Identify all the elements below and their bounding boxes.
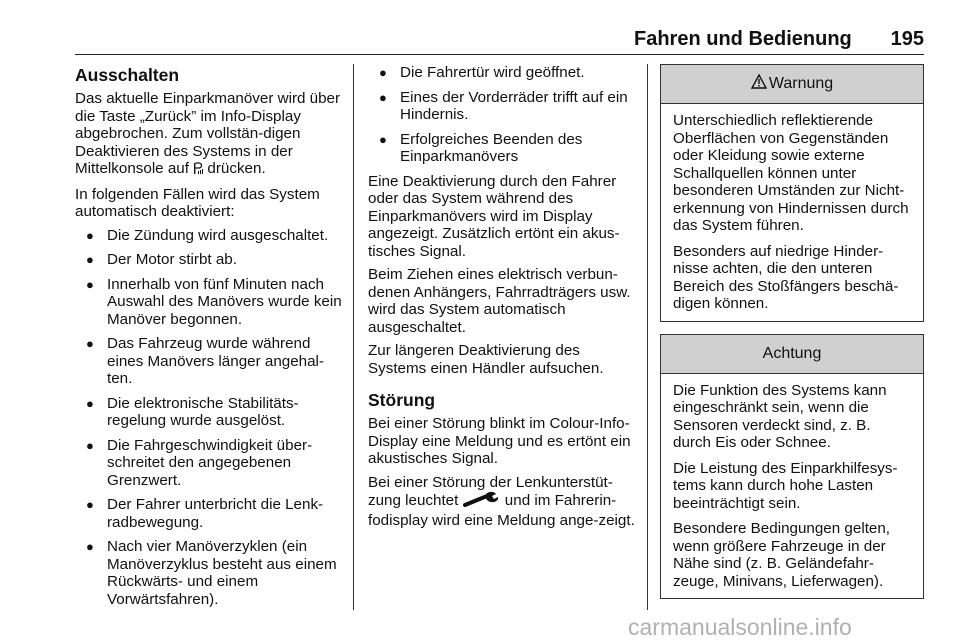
caution-box-title: Achtung [762, 344, 822, 362]
list-item: ● Nach vier Manöverzyklen (ein Manöverzyklus besteht aus einem Rückwärts- und einem Vorwärtsfahren). [75, 538, 343, 608]
park-assist-button-icon [193, 162, 203, 180]
caution-box-header [661, 335, 923, 374]
paragraph: Zur längeren Deaktivierung des Systems einen Händler aufsuchen. [368, 342, 604, 377]
column-1 [75, 64, 343, 615]
paragraph: Besondere Bedingungen gelten, wenn größere Fahrzeuge in der Nähe sind (z. B. Geländefahr-zeuge, Minivans, Lieferwagen). [673, 520, 891, 590]
heading-ausschalten: Ausschalten [75, 65, 180, 85]
bullet-list [75, 227, 343, 609]
paragraph: Bei einer Störung blinkt im Colour-Info-Display eine Meldung und es ertönt ein akustisches Signal. [368, 415, 631, 467]
column-2 [368, 64, 636, 535]
paragraph: Beim Ziehen eines elektrisch verbun-denen Anhängers, Fahrradträgers usw. wird das System automatisch ausgeschaltet. [368, 266, 631, 336]
list-item: ● Die elektronische Stabilitäts-regelung wurde ausgelöst. [75, 395, 343, 430]
paragraph: Besonders auf niedrige Hinder-nisse achten, die den unteren Bereich des Stoßfängers beschä-digen können. [673, 242, 899, 312]
paragraph-text-end: und im Fahrerin-fodisplay wird eine Meldung ange-zeigt. [368, 492, 635, 529]
warning-box-header [661, 65, 923, 104]
list-item: ● Erfolgreiches Beenden des Einparkmanövers [368, 131, 636, 166]
list-item: ● Die Fahrgeschwindigkeit über-schreitet den angegebenen Grenzwert. [75, 437, 343, 490]
header-rule [75, 54, 924, 55]
paragraph: Eine Deaktivierung durch den Fahrer oder das System während des Einparkmanövers wird im Display angezeigt. Zusätzlich ertönt ein akus-tisches Signal. [368, 172, 620, 260]
warning-box-body [661, 104, 923, 313]
list-item: ● Innerhalb von fünf Minuten nach Auswahl des Manövers wurde kein Manöver begonnen. [75, 276, 343, 329]
heading-stoerung: Störung [368, 390, 436, 410]
paragraph-text: Das aktuelle Einparkmanöver wird über die Taste „Zurück” im Info-Display abgebrochen. Zum vollstän-digen Deaktivieren des Systems in der Mittelkonsole auf [75, 90, 341, 177]
page-number: 195 [890, 28, 924, 50]
paragraph: In folgenden Fällen wird das System automatisch deaktiviert: [75, 185, 320, 220]
header-title: Fahren und Bedienung [634, 28, 852, 50]
list-item: ● Die Zündung wird ausgeschaltet. [75, 227, 343, 245]
list-item: ● Der Fahrer unterbricht die Lenk-radbewegung. [75, 496, 343, 531]
caution-box [660, 334, 924, 600]
paragraph-text-end: drücken. [203, 160, 266, 177]
column-divider-1 [353, 64, 354, 610]
list-item: ● Eines der Vorderräder trifft auf ein Hindernis. [368, 89, 636, 124]
caution-box-body [661, 374, 923, 591]
watermark: carmanualsonline.info [628, 614, 852, 640]
list-item: ● Das Fahrzeug wurde während eines Manövers länger angehal-ten. [75, 335, 343, 388]
paragraph-text: Bei einer Störung der Lenkunterstüt-zung leuchtet [368, 473, 613, 509]
warning-box [660, 64, 924, 322]
paragraph [75, 90, 343, 180]
column-divider-2 [647, 64, 648, 610]
list-item: ● Die Fahrertür wird geöffnet. [368, 64, 636, 82]
warning-triangle-icon [751, 74, 767, 94]
bullet-list [368, 64, 636, 166]
wrench-icon [463, 491, 501, 512]
paragraph [368, 474, 636, 530]
paragraph: Unterschiedlich reflektierende Oberflächen von Gegenständen oder Kleidung sowie externe Schallquellen können unter besonderen Umständen zur Nicht-erkennung von Hindernissen durch das System führen. [673, 112, 909, 234]
list-item: ● Der Motor stirbt ab. [75, 251, 343, 269]
column-3 [660, 64, 924, 599]
paragraph: Die Leistung des Einparkhilfesys-tems kann durch hohe Lasten beeinträchtigt sein. [673, 459, 898, 512]
warning-box-title: Warnung [768, 75, 834, 93]
paragraph: Die Funktion des Systems kann eingeschränkt sein, wenn die Sensoren verdeckt sind, z. B. durch Eis oder Schnee. [673, 381, 887, 451]
